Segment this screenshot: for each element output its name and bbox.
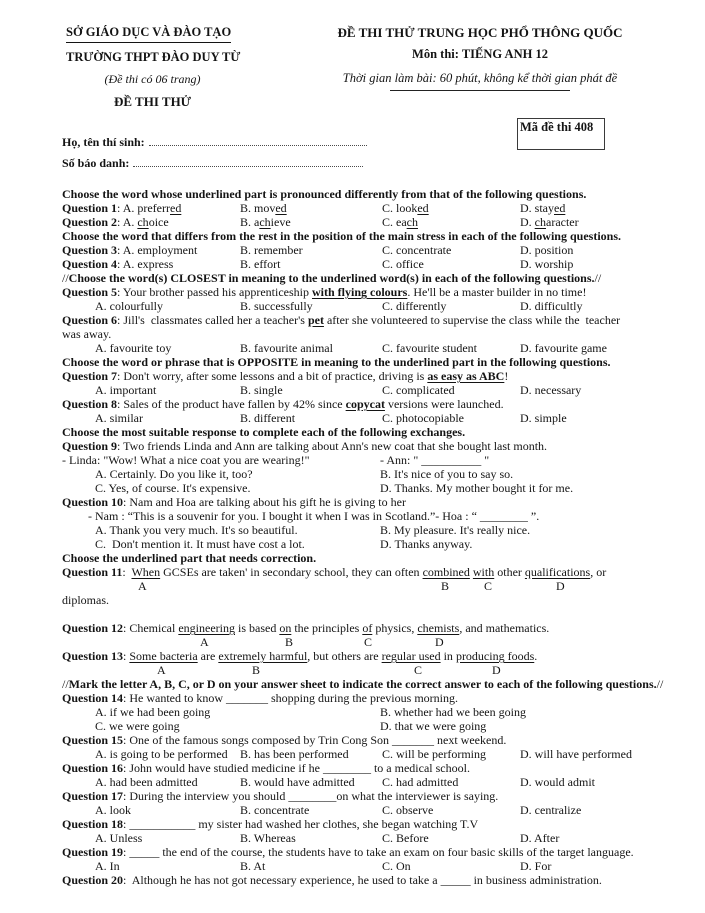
question-13 (0, 649, 705, 663)
question-9-options-cd-text: C. Yes, of course. It's expensive. (95, 481, 251, 495)
question-4-text: C. office (382, 257, 424, 271)
question-5-options-text: D. difficultly (520, 299, 583, 313)
question-5-options (0, 299, 705, 313)
question-6-options-text: A. favourite toy (95, 341, 172, 355)
question-13-markers-text: D (492, 663, 501, 677)
question-15-options-text: C. will be performing (382, 747, 486, 761)
question-8-options-text: A. similar (95, 411, 143, 425)
question-9-options-ab-text: B. It's nice of you to say so. (380, 467, 514, 481)
section-heading-stress (0, 229, 705, 243)
question-19-options-text: D. For (520, 859, 552, 873)
question-3-text: Question 3: A. employment (62, 243, 198, 257)
question-16-options-text: B. would have admitted (240, 775, 355, 789)
question-9-options-cd-text: D. Thanks. My mother bought it for me. (380, 481, 574, 495)
question-14 (0, 691, 705, 705)
question-10-dialogue (0, 509, 705, 523)
question-6-options (0, 341, 705, 355)
question-13-markers (0, 663, 705, 677)
section-heading-closest (0, 271, 705, 285)
question-12-markers-text: B (285, 635, 294, 649)
spacer (0, 607, 705, 621)
question-9-options-ab (0, 467, 705, 481)
exam-code-text: Mã đề thi 408 (520, 120, 594, 134)
question-2-text: B. achieve (240, 215, 291, 229)
question-13-markers-text: C (414, 663, 423, 677)
question-12 (0, 621, 705, 635)
question-3-text: C. concentrate (382, 243, 452, 257)
question-7-options-text: A. important (95, 383, 157, 397)
question-7-options-text: D. necessary (520, 383, 582, 397)
question-1-text: C. looked (382, 201, 429, 215)
question-8-text: Question 8: Sales of the product have fallen by 42% since copycat versions were launched. (62, 397, 504, 411)
section-heading-stress-text: Choose the word that differs from the rest in the position of the main stress in each of the following questions. (62, 229, 621, 243)
question-7-options-text: C. complicated (382, 383, 455, 397)
question-7-text: Question 7: Don't worry, after some lessons and a bit of practice, driving is as easy as ABC! (62, 369, 509, 383)
question-17-options (0, 803, 705, 817)
question-2-text: C. each (382, 215, 418, 229)
question-15 (0, 733, 705, 747)
question-9-dialogue-text: - Ann: " __________ " (380, 453, 490, 467)
question-19-options-text: B. At (240, 859, 266, 873)
question-17-options-text: C. observe (382, 803, 434, 817)
question-10-options-ab-text: A. Thank you very much. It's so beautiful. (95, 523, 298, 537)
section-heading-pronunciation-text: Choose the word whose underlined part is pronounced differently from that of the following questions. (62, 187, 587, 201)
question-2-text: D. character (520, 215, 579, 229)
question-18-options-text: A. Unless (95, 831, 143, 845)
section-heading-closest-text: //Choose the word(s) CLOSEST in meaning to the underlined word(s) in each of the following questions.// (62, 271, 602, 285)
issuing-authority-block (66, 25, 239, 117)
question-10-options-cd (0, 537, 705, 551)
question-6-continued (0, 327, 705, 341)
question-17-options-text: D. centralize (520, 803, 582, 817)
question-11 (0, 565, 705, 579)
question-11-text: Question 11: When GCSEs are taken' in secondary school, they can often combined with other qualifications, or (62, 565, 607, 579)
exam-type-label: ĐỀ THI THỬ (113, 94, 192, 109)
question-15-options-text: A. is going to be performed (95, 747, 228, 761)
question-16-options (0, 775, 705, 789)
department-name-text: SỞ GIÁO DỤC VÀ ĐÀO TẠO (66, 25, 231, 43)
exam-code-box (517, 118, 605, 150)
question-14-options-ab (0, 705, 705, 719)
question-14-options-cd-text: D. that we were going (380, 719, 487, 733)
department-name (66, 25, 239, 43)
question-11-markers-text: B (441, 579, 450, 593)
question-15-options (0, 747, 705, 761)
question-19-options (0, 859, 705, 873)
question-16 (0, 761, 705, 775)
candidate-id-dotted-leader (133, 156, 363, 167)
question-6-options-text: C. favourite student (382, 341, 477, 355)
question-20-text: Question 20: Although he has not got necessary experience, he used to take a _____ in business administration. (62, 873, 602, 887)
question-14-options-ab-text: B. whether had we been going (380, 705, 526, 719)
question-10-options-ab-text: B. My pleasure. It's really nice. (380, 523, 531, 537)
question-11-markers-text: C (484, 579, 493, 593)
section-heading-correction (0, 551, 705, 565)
question-6-options-text: B. favourite animal (240, 341, 333, 355)
question-19-text: Question 19: _____ the end of the course, the students have to take an exam on four basic skills of the target language. (62, 845, 634, 859)
question-16-options-text: D. would admit (520, 775, 595, 789)
school-name: TRƯỜNG THPT ĐÀO DUY TỪ (66, 50, 241, 64)
question-1 (0, 201, 705, 215)
question-8-options (0, 411, 705, 425)
question-5-options-text: A. colourfully (95, 299, 163, 313)
question-18-options-text: C. Before (382, 831, 429, 845)
question-15-text: Question 15: One of the famous songs composed by Trin Cong Son _______ next weekend. (62, 733, 507, 747)
question-10-dialogue-text: - Nam : “This is a souvenir for you. I bought it when I was in Scotland.”- Hoa : “ ________ ”. (88, 509, 540, 523)
question-12-markers-text: D (435, 635, 444, 649)
question-11-markers-text: D (556, 579, 565, 593)
question-19-options-text: C. On (382, 859, 411, 873)
question-1-text: B. moved (240, 201, 287, 215)
question-11-continued-text: diplomas. (62, 593, 109, 607)
question-12-markers-text: C (364, 635, 373, 649)
exam-content (0, 187, 705, 887)
question-3-text: D. position (520, 243, 574, 257)
question-10-text: Question 10: Nam and Hoa are talking about his gift he is giving to her (62, 495, 406, 509)
question-7-options (0, 383, 705, 397)
question-15-options-text: D. will have performed (520, 747, 632, 761)
question-2-text: Question 2: A. choice (62, 215, 169, 229)
question-2 (0, 215, 705, 229)
question-19-options-text: A. In (95, 859, 120, 873)
section-heading-correction-text: Choose the underlined part that needs correction. (62, 551, 317, 565)
question-9 (0, 439, 705, 453)
question-3-text: B. remember (240, 243, 303, 257)
question-4-text: D. worship (520, 257, 574, 271)
question-17-options-text: A. look (95, 803, 131, 817)
question-9-options-cd (0, 481, 705, 495)
question-7-options-text: B. single (240, 383, 283, 397)
question-9-dialogue-text: - Linda: "Wow! What a nice coat you are wearing!" (62, 453, 310, 467)
question-6-continued-text: was away. (62, 327, 112, 341)
page-count-note: (Đề thi có 06 trang) (104, 72, 201, 86)
question-17 (0, 789, 705, 803)
exam-title-block (330, 25, 630, 91)
exam-duration: Thời gian làm bài: 60 phút, không kể thời gian phát đề (342, 71, 618, 85)
question-15-options-text: B. has been performed (240, 747, 349, 761)
question-13-markers-text: B (252, 663, 261, 677)
question-4 (0, 257, 705, 271)
question-8-options-text: D. simple (520, 411, 567, 425)
question-4-text: Question 4: A. express (62, 257, 174, 271)
question-18-text: Question 18: ___________ my sister had washed her clothes, she began watching T.V (62, 817, 479, 831)
question-16-options-text: C. had admitted (382, 775, 459, 789)
candidate-name-label: Họ, tên thí sinh: (62, 135, 145, 149)
duration-underline (390, 90, 570, 91)
question-13-markers-text: A (157, 663, 166, 677)
section-heading-opposite-text: Choose the word or phrase that is OPPOSITE in meaning to the underlined part in the following questions. (62, 355, 611, 369)
section-heading-opposite (0, 355, 705, 369)
question-9-dialogue (0, 453, 705, 467)
question-6 (0, 313, 705, 327)
question-5 (0, 285, 705, 299)
question-1-text: Question 1: A. preferred (62, 201, 182, 215)
section-heading-mark-letter (0, 677, 705, 691)
question-16-text: Question 16: John would have studied medicine if he ________ to a medical school. (62, 761, 470, 775)
question-9-options-ab-text: A. Certainly. Do you like it, too? (95, 467, 253, 481)
question-8-options-text: C. photocopiable (382, 411, 464, 425)
question-8 (0, 397, 705, 411)
question-10 (0, 495, 705, 509)
question-12-markers-text: A (200, 635, 209, 649)
question-18-options-text: D. After (520, 831, 560, 845)
question-10-options-ab (0, 523, 705, 537)
question-11-continued (0, 593, 705, 607)
question-17-options-text: B. concentrate (240, 803, 310, 817)
question-3 (0, 243, 705, 257)
question-9-text: Question 9: Two friends Linda and Ann are talking about Ann's new coat that she bought last month. (62, 439, 548, 453)
question-1-text: D. stayed (520, 201, 566, 215)
question-14-options-cd (0, 719, 705, 733)
question-5-options-text: B. successfully (240, 299, 313, 313)
question-11-markers-text: A (138, 579, 147, 593)
question-18 (0, 817, 705, 831)
section-heading-exchanges (0, 425, 705, 439)
question-14-text: Question 14: He wanted to know _______ shopping during the previous morning. (62, 691, 458, 705)
candidate-name-dotted-leader (149, 135, 367, 146)
candidate-id-line (62, 156, 363, 171)
question-14-options-ab-text: A. if we had been going (95, 705, 211, 719)
question-20 (0, 873, 705, 887)
question-4-text: B. effort (240, 257, 281, 271)
candidate-name-line (62, 135, 367, 150)
question-16-options-text: A. had been admitted (95, 775, 198, 789)
section-heading-exchanges-text: Choose the most suitable response to complete each of the following exchanges. (62, 425, 466, 439)
question-6-text: Question 6: Jill's classmates called her a teacher's pet after she volunteered to supervise the class while the teacher (62, 313, 621, 327)
section-heading-pronunciation (0, 187, 705, 201)
section-heading-mark-letter-text: //Mark the letter A, B, C, or D on your answer sheet to indicate the correct answer to each of the following questions.// (62, 677, 664, 691)
question-13-text: Question 13: Some bacteria are extremely harmful, but others are regular used in producing foods. (62, 649, 538, 663)
question-6-options-text: D. favourite game (520, 341, 607, 355)
question-17-text: Question 17: During the interview you should ________on what the interviewer is saying. (62, 789, 499, 803)
question-5-options-text: C. differently (382, 299, 447, 313)
question-18-options (0, 831, 705, 845)
question-11-markers (0, 579, 705, 593)
candidate-id-label: Số báo danh: (62, 156, 130, 170)
question-8-options-text: B. different (240, 411, 296, 425)
question-10-options-cd-text: C. Don't mention it. It must have cost a lot. (95, 537, 305, 551)
question-5-text: Question 5: Your brother passed his apprenticeship with flying colours. He'll be a master builder in no time! (62, 285, 587, 299)
question-12-markers (0, 635, 705, 649)
question-12-text: Question 12: Chemical engineering is based on the principles of physics, chemists, and mathematics. (62, 621, 550, 635)
exam-subject: Môn thi: TIẾNG ANH 12 (412, 47, 548, 61)
question-19 (0, 845, 705, 859)
question-7 (0, 369, 705, 383)
question-14-options-cd-text: C. we were going (95, 719, 180, 733)
exam-title: ĐỀ THI THỬ TRUNG HỌC PHỔ THÔNG QUỐC (337, 25, 623, 40)
question-10-options-cd-text: D. Thanks anyway. (380, 537, 473, 551)
question-18-options-text: B. Whereas (240, 831, 296, 845)
